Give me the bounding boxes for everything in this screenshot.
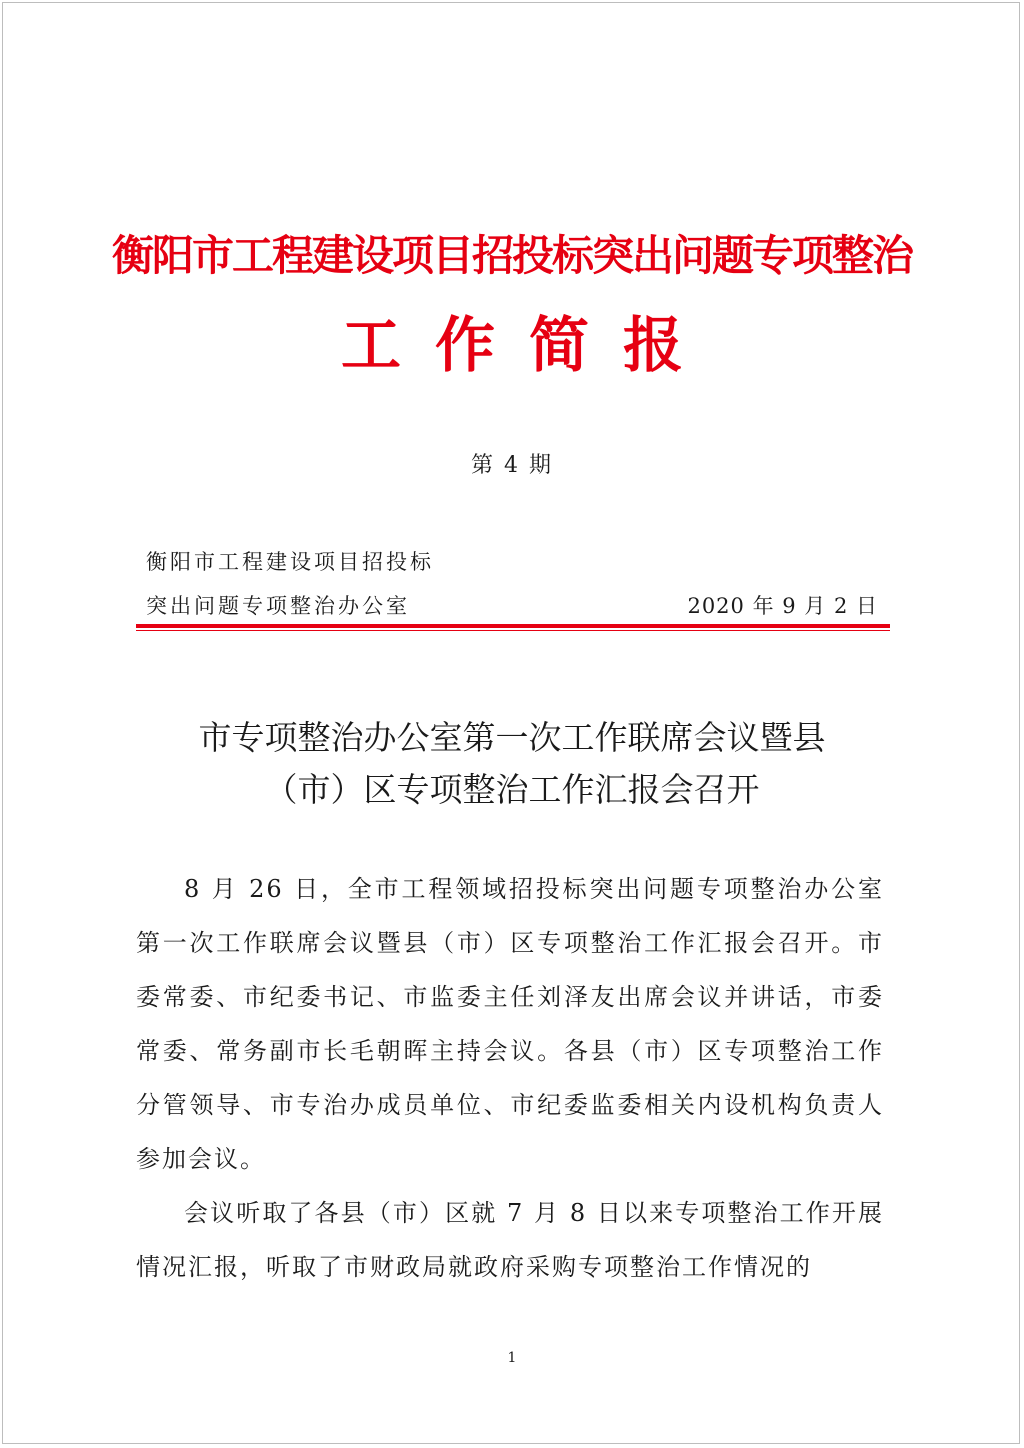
issue-number: 第 4 期 — [471, 453, 553, 478]
page-number: 1 — [507, 1350, 517, 1366]
red-divider-thin — [136, 630, 890, 631]
article-title — [120, 712, 904, 816]
issuer-name-line2: 突出问题专项整治办公室 — [146, 594, 410, 618]
article-body — [136, 862, 884, 1294]
masthead-subtitle: 工作简报 — [341, 311, 717, 381]
article-paragraph: 会议听取了各县（市）区就 7 月 8 日以来专项整治工作开展情况汇报，听取了市财政局就政府采购专项整治工作情况的 — [136, 1199, 884, 1281]
article-title-line1: 市专项整治办公室第一次工作联席会议暨县 — [198, 718, 826, 757]
masthead-title: 衡阳市工程建设项目招投标突出问题专项整治 — [111, 231, 912, 280]
article-title-line2: （市）区专项整治工作汇报会召开 — [264, 770, 760, 809]
issuer-name-line1: 衡阳市工程建设项目招投标 — [146, 550, 434, 574]
red-divider-thick — [136, 624, 890, 628]
article-paragraph: 8 月 26 日，全市工程领域招投标突出问题专项整治办公室第一次工作联席会议暨县（市）区专项整治工作汇报会召开。市委常委、市纪委书记、市监委主任刘泽友出席会议并讲话，市委常委、常务副市长毛朝晖主持会议。各县（市）区专项整治工作分管领导、市专治办成员单位、市纪委监委相关内设机构负责人参加会议。 — [136, 875, 884, 1173]
issue-date: 2020 年 9 月 2 日 — [687, 594, 878, 618]
